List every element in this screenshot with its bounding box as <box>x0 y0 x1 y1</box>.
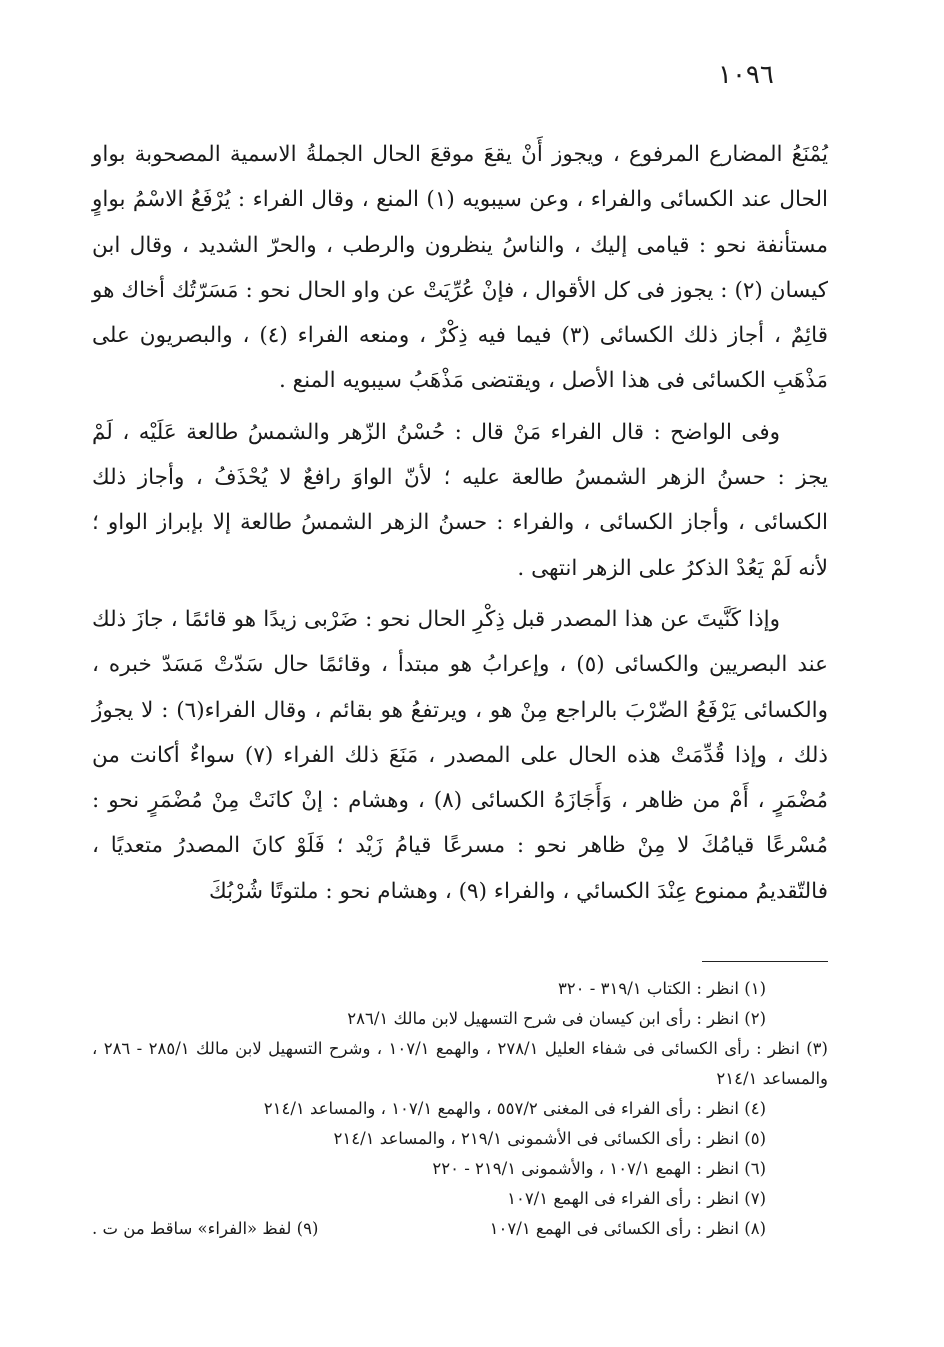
main-text <box>92 132 828 920</box>
footnote-row-8-9 <box>92 1214 828 1244</box>
paragraph-2: وفى الواضح : قال الفراء مَنْ قال : حُسْنُ الزّهر والشمسُ طالعة عَلَيْه ، لَمْ يجز : حسنُ الزهر الشمسُ طالعة عليه ؛ لأنّ الواوَ رافعٌ لا يُحْذَفُ ، وأجاز ذلك الكسائى ، وأجاز الكسائى ، والفراء : حسنُ الزهر الشمسُ طالعة إلا بإبراز الواو ؛ لأنه لَمْ يَعُدْ الذكرُ على الزهر انتهى . <box>92 419 828 581</box>
footnote-1: (١) انظر : الكتاب ٣١٩/١ - ٣٢٠ <box>557 979 766 998</box>
paragraph-3: وإذا كَنَّيتَ عن هذا المصدر قبل ذِكْرِ الحال نحو : ضَرْبى زيدًا هو قائمًا ، جازَ ذلك عند البصريين والكسائى (٥) ، وإعرابُ هو مبتدأ ، وقائمًا حال سَدّتْ مَسَدّ خبره ، والكسائى يَرْفَعُ الضّرْبَ بالراجع مِنْ هو ، ويرتفعُ هو بقائم ، وقال الفراء(٦) : لا يجوزُ ذلك ، وإذا قُدِّمَتْ هذه الحال على المصدر ، مَنَعَ ذلك الفراء (٧) سواءٌ أكانت من مُضْمَرٍ ، أَمْ من ظاهر ، وَأَجَازَهُ الكسائى (٨) ، وهشام : إنْ كانَتْ مِنْ مُضْمَرٍ نحو : مُسْرعًا قيامُكَ لا مِنْ ظاهر نحو : مسرعًا قيامُ زَيْد ؛ فَلَوْ كانَ المصدرُ متعديًا ، فالتّقديمُ ممنوع عِنْدَ الكسائي ، والفراء (٩) ، وهشام نحو : ملتوتًا شُرْبُكَ <box>92 606 829 904</box>
footnote-7: (٧) انظر : رأى الفراء فى الهمع ١٠٧/١ <box>507 1189 766 1208</box>
footnote-8: (٨) انظر : رأى الكسائى فى الهمع ١٠٧/١ <box>489 1219 766 1238</box>
footnote-6: (٦) انظر : الهمع ١٠٧/١ ، والأشمونى ٢١٩/١ - ٢٢٠ <box>432 1159 766 1178</box>
footnote-divider <box>702 961 828 962</box>
page-number: ١٠٩٦ <box>718 60 774 90</box>
paragraph-1: يُمْنَعُ المضارع المرفوع ، ويجوز أَنْ يقعَ موقعَ الحال الجملةُ الاسمية المصحوبة بواو الحال عند الكسائى والفراء ، وعن سيبويه (١) المنع ، وقال الفراء : يُرْفَعُ الاسْمُ بواوٍ مستأنفة نحو : قيامى إليك ، والناسُ ينظرون والرطب ، والحرّ الشديد ، وقال ابن كيسان (٢) : يجوز فى كل الأقوال ، فإنْ عُرِّيَتْ عن واو الحال نحو : مَسَرّتُك أخاك هو قائِمٌ ، أجاز ذلك الكسائى (٣) فيما فيه ذِكْرٌ ، ومنعه الفراء (٤) ، والبصريون على مَذْهَبِ الكسائى فى هذا الأصل ، ويقتضى مَذْهَبُ سيبويه المنع . <box>92 142 829 394</box>
footnote-2: (٢) انظر : رأى ابن كيسان فى شرح التسهيل لابن مالك ٢٨٦/١ <box>347 1009 766 1028</box>
footnote-3: (٣) انظر : رأى الكسائى فى شفاء العليل ٢٧٨/١ ، والهمع ١٠٧/١ ، وشرح التسهيل لابن مالك ٢٨٥/١ - ٢٨٦ ، والمساعد ٢١٤/١ <box>92 1039 828 1088</box>
footnote-5: (٥) انظر : رأى الكسائى فى الأشمونى ٢١٩/١ ، والمساعد ٢١٤/١ <box>333 1129 766 1148</box>
footnote-9: (٩) لفظ «الفراء» ساقط من ت . <box>92 1219 319 1238</box>
footnotes <box>92 974 828 1244</box>
footnote-4: (٤) انظر : رأى الفراء فى المغنى ٥٥٧/٢ ، والهمع ١٠٧/١ ، والمساعد ٢١٤/١ <box>263 1099 766 1118</box>
